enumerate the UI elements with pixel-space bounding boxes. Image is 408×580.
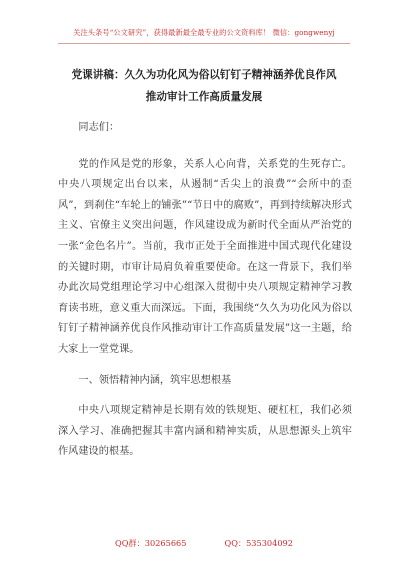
header-promo-note: 关注头条号“公文研究”，获得最新最全最专业的公文资料库！ 微信：gongwenyj	[73, 28, 335, 37]
document-title	[0, 64, 408, 108]
footer-qq: QQ：535304092	[224, 538, 293, 548]
body-paragraph: 党的作风是党的形象，关系人心向背，关系党的生死存亡。中央八项规定出台以来，从遏制“舌尖上的浪费”“会所中的歪风”，到刹住“车轮上的铺张”“节日中的腐败”，再到持续解决形式主义、官僚主义突出问题，作风建设成为新时代全面从严治党的一张“金色名片”。当前，我市正处于全面推进中国式现代化建设的关键时期，市审计局肩负着重要使命。在这一背景下，我们举办此次局党组理论学习中心组深入贯彻中央八项规定精神学习教育读书班，意义重大而深远。下面，我围绕“久久为功化风为俗以钉钉子精神涵养优良作风推动审计工作高质量发展”这一主题，给大家上一堂党课。	[58, 158, 352, 355]
section-heading: 一、领悟精神内涵，筑牢思想根基	[78, 374, 232, 386]
document-title-line-2: 推动审计工作高质量发展	[145, 91, 263, 103]
footer-qq-group: QQ群：30265665	[115, 538, 187, 548]
document-title-line-1: 党课讲稿：久久为功化风为俗以钉钉子精神涵养优良作风	[71, 69, 337, 81]
footer-contact	[0, 538, 408, 549]
header-divider	[58, 43, 350, 44]
document-body	[58, 118, 352, 463]
salutation: 同志们：	[78, 122, 120, 133]
section-paragraph: 中央八项规定精神是长期有效的铁规矩、硬杠杠，我们必须深入学习、准确把握其丰富内涵和精神实质，从思想源头上筑牢作风建设的根基。	[58, 405, 352, 458]
